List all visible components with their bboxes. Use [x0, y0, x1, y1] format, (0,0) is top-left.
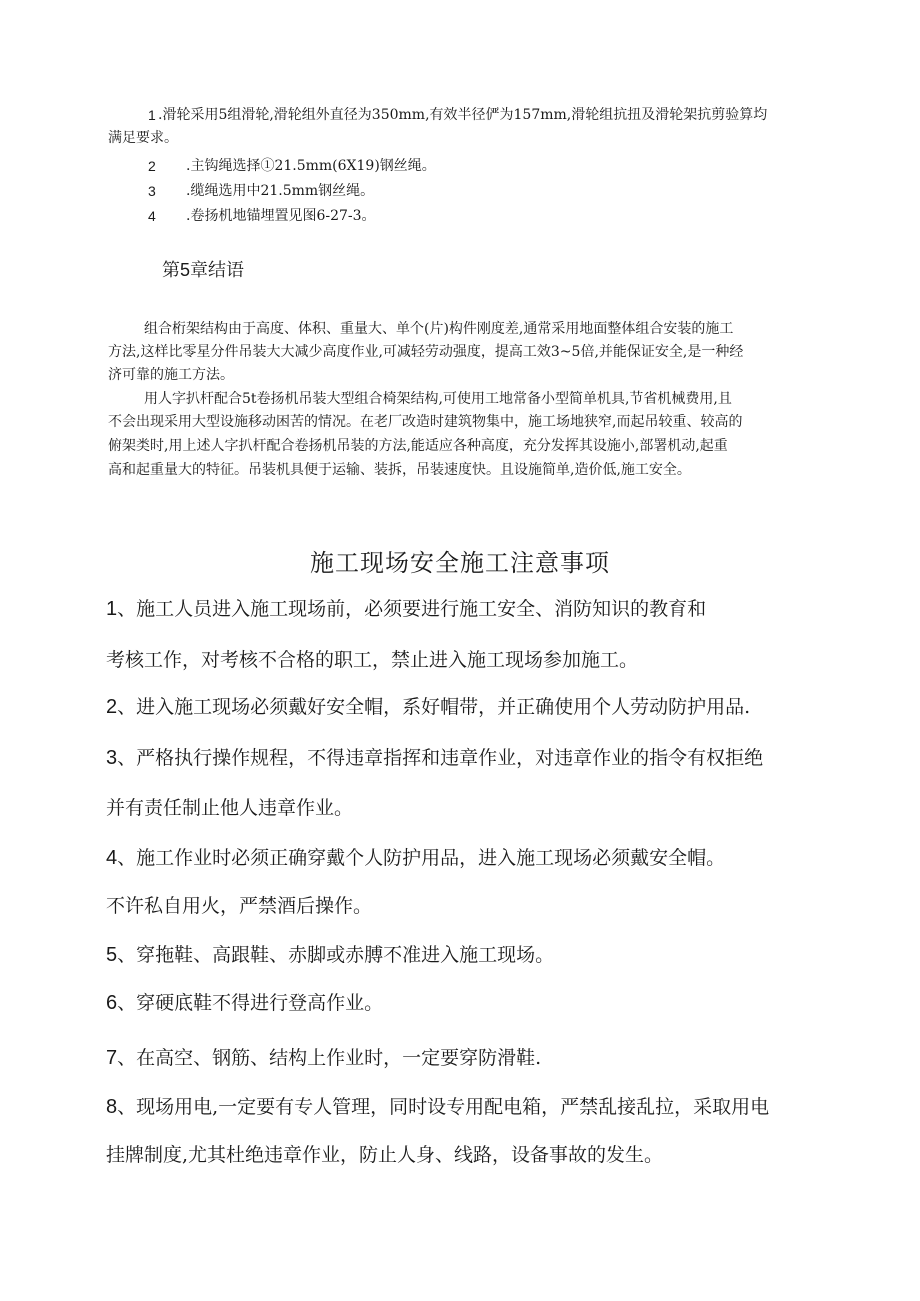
- item-text-continuation: 满足要求。: [108, 130, 178, 146]
- paragraph-line: 俯架类时,用上述人字扒杆配合卷扬机吊装的方法,能适应各种高度，充分发挥其设施小,部署机动,起重: [108, 438, 728, 454]
- item-text: .滑轮采用5组滑轮,滑轮组外直径为350mm,有效半径俨为157mm,滑轮组抗扭及滑轮架抗剪验算均: [158, 107, 768, 123]
- safety-line-1: [106, 594, 706, 621]
- safety-text: 并有责任制止他人违章作业。: [106, 797, 354, 819]
- safety-line-9: [106, 988, 383, 1015]
- item-number: 4: [148, 208, 156, 224]
- paragraph-line: 不会出现采用大型设施移动困苦的情况。在老厂改造时建筑物集中，施工场地狭窄,而起吊较重、较高的: [108, 414, 743, 430]
- safety-number: 3: [106, 747, 118, 769]
- safety-number: 6: [106, 992, 118, 1014]
- safety-number: 8: [106, 1096, 118, 1118]
- chapter-title: 第5章结语: [162, 260, 245, 280]
- safety-number: 2: [106, 696, 118, 718]
- safety-text: 、施工作业时必须正确穿戴个人防护用品，进入施工现场必须戴安全帽。: [117, 847, 726, 869]
- safety-line-4: [106, 743, 763, 770]
- paragraph-line: 济可靠的施工方法。: [108, 367, 234, 383]
- item-text: .缆绳选用中21.5mm钢丝绳。: [186, 183, 375, 199]
- safety-number: 1: [106, 598, 118, 620]
- safety-line-5: [106, 793, 353, 820]
- item-text: .卷扬机地锚埋置见图6-27-3。: [186, 208, 376, 224]
- safety-text: 、在高空、钢筋、结构上作业时，一定要穿防滑鞋.: [117, 1047, 542, 1069]
- safety-line-2: [106, 645, 638, 672]
- safety-text: 、穿硬底鞋不得进行登高作业。: [117, 992, 384, 1014]
- paragraph-line: 组合桁架结构由于高度、体积、重量大、单个(片)构件刚度差,通常采用地面整体组合安装的施工: [144, 321, 734, 337]
- safety-number: 7: [106, 1047, 118, 1069]
- paragraph-line: 方法,这样比零星分件吊装大大减少高度作业,可减轻劳动强度，提高工效3~5倍,并能保证安全,是一种经: [108, 344, 744, 360]
- safety-section-title: 施工现场安全施工注意事项: [310, 549, 610, 577]
- item-number: 3: [148, 183, 156, 199]
- safety-text: 、严格执行操作规程，不得违章指挥和违章作业，对违章作业的指令有权拒绝: [117, 747, 764, 769]
- safety-text: 、施工人员进入施工现场前，必须要进行施工安全、消防知识的教育和: [117, 598, 707, 620]
- paragraph-line: 高和起重量大的特征。吊装机具便于运输、装拆，吊装速度快。且设施简单,造价低,施工安全。: [108, 462, 691, 478]
- safety-line-10: [106, 1043, 541, 1070]
- item-text: .主钩绳选择①21.5mm(6X19)钢丝绳。: [186, 158, 436, 174]
- safety-text: 考核工作，对考核不合格的职工，禁止进入施工现场参加施工。: [106, 649, 639, 671]
- safety-line-8: [106, 940, 554, 967]
- safety-line-11: [106, 1092, 769, 1119]
- item-number: 2: [148, 158, 156, 174]
- safety-text: 、现场用电,一定要有专人管理，同时设专用配电箱，严禁乱接乱拉，采取用电: [117, 1096, 770, 1118]
- safety-line-7: [106, 891, 372, 918]
- safety-number: 5: [106, 944, 118, 966]
- paragraph-line: 用人字扒杆配合5t卷扬机吊装大型组合椅架结构,可使用工地常备小型简单机具,节省机械费用,且: [144, 391, 732, 407]
- item-number: 1: [148, 107, 156, 123]
- safety-text: 、进入施工现场必须戴好安全帽，系好帽带，并正确使用个人劳动防护用品.: [117, 696, 751, 718]
- safety-number: 4: [106, 847, 118, 869]
- safety-text: 不许私自用火，严禁酒后操作。: [106, 895, 373, 917]
- safety-line-3: [106, 692, 750, 719]
- safety-text: 、穿拖鞋、高跟鞋、赤脚或赤膊不准进入施工现场。: [117, 944, 555, 966]
- safety-line-12: [106, 1140, 663, 1167]
- safety-text: 挂牌制度,尤其杜绝违章作业，防止人身、线路，设备事故的发生。: [106, 1144, 664, 1166]
- safety-line-6: [106, 843, 725, 870]
